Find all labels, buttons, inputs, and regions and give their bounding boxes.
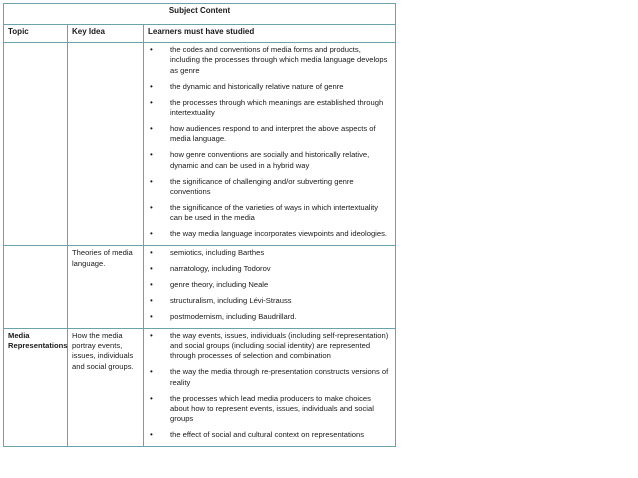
list-item-text: the way media language incorporates viewpoints and ideologies. [170,229,387,239]
subject-content-page [3,3,395,447]
subject-content-table [3,3,396,447]
list-item-text: structuralism, including Lévi-Strauss [170,295,292,305]
list-item-text: how audiences respond to and interpret the above aspects of media language. [170,123,376,144]
header-learners: Learners must have studied [144,25,396,43]
list-item [148,177,391,198]
header-key-idea: Key Idea [68,25,144,43]
table-header-row [4,25,396,43]
bullet-icon: • [150,123,153,133]
bullet-icon: • [150,97,153,107]
list-item-text: the effect of social and cultural context on representations [170,430,365,440]
bullet-icon: • [150,430,153,440]
learners-cell [144,43,396,246]
list-item-text: the significance of the varieties of ways in which intertextuality can be used in the media [170,202,379,223]
list-item [148,296,391,306]
table-row [4,246,396,329]
list-item-text: the dynamic and historically relative nature of genre [170,81,344,91]
table-row [4,43,396,246]
list-item-text: the processes which lead media producers to make choices about how to represent events, issues, individuals and social groups [170,393,374,424]
list-item [148,82,391,92]
bullet-icon: • [150,279,153,289]
key-idea-text: How the media portray events, issues, individuals and social groups. [72,330,134,371]
list-item [148,45,391,76]
learning-list [148,331,391,441]
learning-list [148,248,391,322]
list-item [148,203,391,224]
key-idea-cell [68,43,144,246]
topic-cell [4,246,68,329]
list-item-text: postmodernism, including Baudrillard. [170,311,297,321]
bullet-icon: • [150,295,153,305]
table-title-row [4,4,396,25]
list-item-text: genre theory, including Neale [170,279,269,289]
table-title: Subject Content [4,4,396,25]
bullet-icon: • [150,81,153,91]
list-item-text: the significance of challenging and/or subverting genre conventions [170,176,354,196]
list-item [148,430,391,440]
learners-cell [144,328,396,447]
key-idea-cell [68,246,144,329]
list-item [148,367,391,388]
bullet-icon: • [150,45,153,54]
list-item [148,248,391,258]
learning-list [148,45,391,240]
list-item [148,264,391,274]
topic-text: Media Representations [8,330,68,351]
list-item [148,229,391,239]
bullet-icon: • [150,264,153,273]
header-topic: Topic [4,25,68,43]
list-item [148,312,391,322]
bullet-icon: • [150,330,153,340]
list-item-text: semiotics, including Barthes [170,248,265,258]
list-item [148,331,391,362]
topic-cell [4,43,68,246]
list-item-text: how genre conventions are socially and historically relative, dynamic and can be used in a hybrid way [170,150,370,170]
list-item [148,150,391,171]
key-idea-cell [68,328,144,447]
list-item [148,280,391,290]
topic-cell [4,328,68,447]
bullet-icon: • [150,202,153,212]
table-row [4,328,396,447]
table-body [4,43,396,447]
list-item-text: the codes and conventions of media forms and products, including the processes through which media language develops as genre [170,45,388,75]
list-item-text: the way the media through re-presentation constructs versions of reality [170,367,389,387]
list-item [148,124,391,145]
bullet-icon: • [150,176,153,186]
list-item-text: the way events, issues, individuals (including self-representation) and social groups (including social identity) are represented through processes of selection and combination [170,330,389,361]
bullet-icon: • [150,367,153,377]
bullet-icon: • [150,311,153,321]
list-item [148,98,391,119]
list-item-text: narratology, including Todorov [170,264,271,273]
bullet-icon: • [150,393,153,403]
bullet-icon: • [150,248,153,258]
bullet-icon: • [150,229,153,239]
bullet-icon: • [150,150,153,160]
learners-cell [144,246,396,329]
key-idea-text: Theories of media language. [72,248,133,268]
list-item [148,394,391,425]
list-item-text: the processes through which meanings are established through intertextuality [170,97,384,118]
